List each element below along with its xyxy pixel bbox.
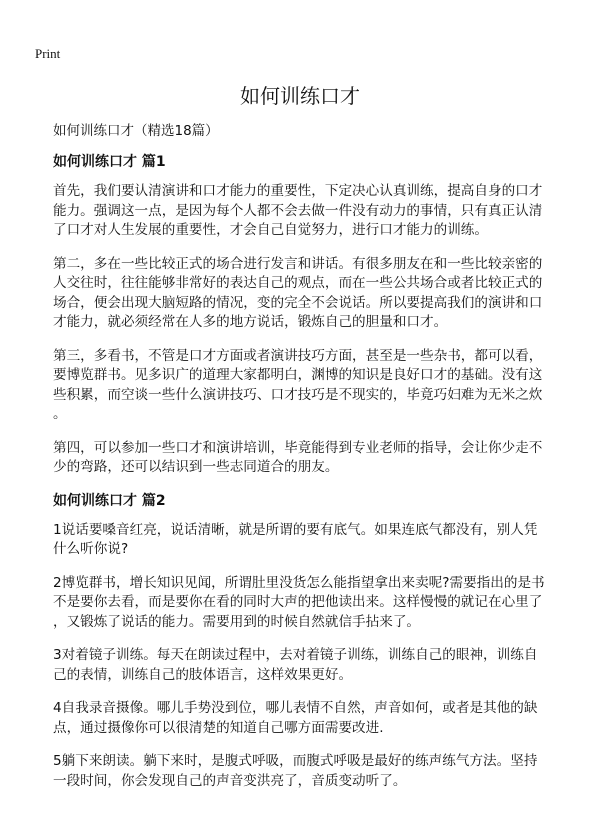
paragraph — [53, 646, 553, 685]
paragraph-line: 首先，我们要认清演讲和口才能力的重要性，下定决心认真训练，提高自身的口才 — [53, 183, 543, 199]
paragraph-line: 1说话要嗓音红亮，说话清晰，就是所谓的要有底气。如果连底气都没有，别人凭 — [53, 521, 538, 538]
paragraph-line: 2博览群书，增长知识见闻，所谓肚里没货怎么能指望拿出来卖呢?需要指出的是书 — [53, 574, 545, 591]
paragraph — [53, 255, 553, 333]
section-heading: 如何训练口才 篇2 — [53, 492, 166, 509]
paragraph-line: 才能力，就必须经常在人多的地方说话，锻炼自己的胆量和口才。 — [53, 314, 448, 330]
paragraph-line: 第三，多看书，不管是口才方面或者演讲技巧方面，甚至是一些杂书，都可以看， — [53, 347, 543, 364]
print-label: Print — [35, 46, 61, 61]
paragraph-line: 什么听你说? — [53, 541, 129, 557]
paragraph-line: 一段时间，你会发现自己的声音变洪亮了，音质变动听了。 — [53, 772, 407, 789]
paragraph — [53, 699, 553, 738]
paragraph-line: ，又锻炼了说话的能力。需要用到的时候自然就信手拈来了。 — [53, 613, 421, 630]
paragraph-line: 能力。强调这一点，是因为每个人都不会去做一件没有动力的事情，只有真正认清 — [53, 202, 543, 219]
paragraph-line: 第二，多在一些比较正式的场合进行发言和讲话。有很多朋友在和一些比较亲密的 — [53, 255, 543, 272]
paragraph-line: 己的表情，训练自己的肢体语言，这样效果更好。 — [53, 666, 353, 683]
section-heading: 如何训练口才 篇1 — [53, 154, 166, 170]
paragraph — [53, 574, 553, 633]
paragraph-line: 3对着镜子训练。每天在朗读过程中，去对着镜子训练，训练自己的眼神，训练自 — [53, 647, 538, 663]
paragraph-line: 4自我录音摄像。哪儿手势没到位，哪儿表情不自然，声音如何，或者是其他的缺 — [53, 700, 538, 716]
paragraph — [53, 521, 553, 560]
paragraph-line: 些积累，而空谈一些什么演讲技巧、口才技巧是不现实的，毕竟巧妇难为无米之炊 — [53, 386, 543, 403]
paragraph — [53, 439, 553, 478]
paragraph-line: 点，通过摄像你可以很清楚的知道自己哪方面需要改进. — [53, 719, 384, 736]
paragraph-line: 要博览群书。见多识广的道理大家都明白，渊博的知识是良好口才的基础。没有这 — [53, 367, 543, 383]
document-subtitle: 如何训练口才（精选18篇） — [53, 123, 219, 139]
paragraph-line: 不是要你去看，而是要你在看的同时大声的把他读出来。这样慢慢的就记在心里了 — [53, 594, 543, 610]
document-body — [53, 122, 553, 805]
paragraph-line: 5躺下来朗读。躺下来时，是腹式呼吸，而腹式呼吸是最好的练声练气方法。坚持 — [53, 753, 538, 769]
paragraph — [53, 182, 553, 241]
paragraph-line: 少的弯路，还可以结识到一些志同道合的朋友。 — [53, 459, 339, 475]
document-title: 如何训练口才 — [240, 84, 360, 108]
paragraph — [53, 752, 553, 791]
paragraph — [53, 347, 553, 425]
paragraph-line: 。 — [53, 406, 67, 422]
paragraph-line: 场合，便会出现大脑短路的情况，变的完全不会说话。所以要提高我们的演讲和口 — [53, 294, 543, 311]
paragraph-line: 第四，可以参加一些口才和演讲培训，毕竟能得到专业老师的指导，会让你少走不 — [53, 439, 543, 456]
paragraph-line: 了口才对人生发展的重要性，才会自己自觉努力，进行口才能力的训练。 — [53, 222, 488, 238]
paragraph-line: 人交往时，往往能够非常好的表达自己的观点，而在一些公共场合或者比较正式的 — [53, 275, 543, 291]
